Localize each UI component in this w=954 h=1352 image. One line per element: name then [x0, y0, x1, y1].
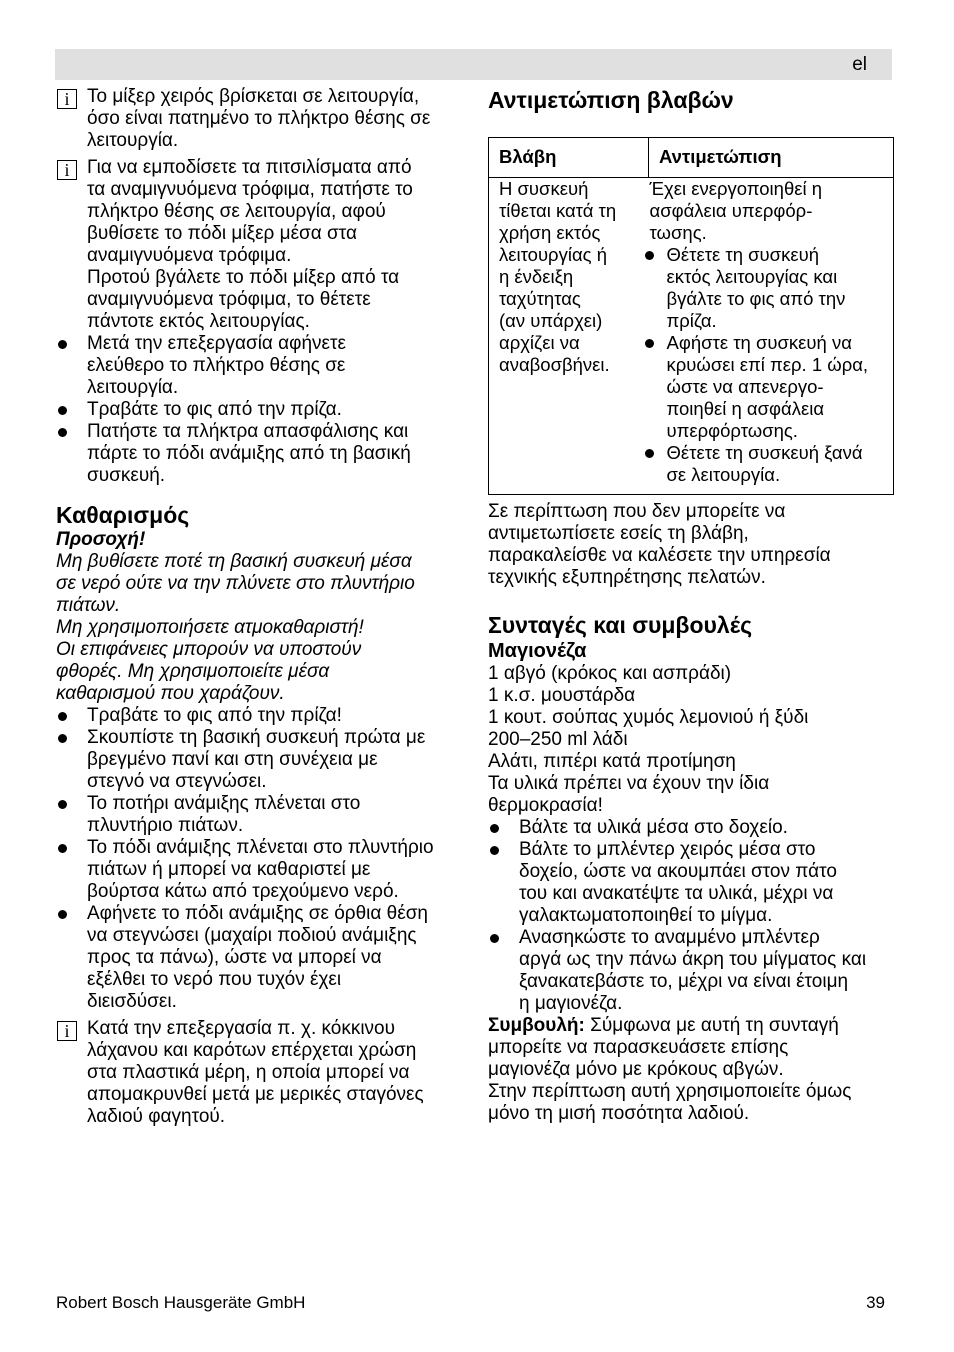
bullet-list: [56, 333, 460, 487]
bullet-list: [56, 705, 460, 1013]
steps-list: [488, 817, 898, 1015]
remedy-intro: Έχει ενεργοποιηθεί η ασφάλεια υπερφόρ- τωσης.: [649, 178, 823, 243]
info-text: Για να εμποδίσετε τα πιτσιλίσματα από τα αναμιγνυόμενα τρόφιμα, πατήστε το πλήκτρο θέσης σε λειτουργία, αφού βυθίσετε το πόδι μίξερ μέσα στα αναμιγνυόμενα τρόφιμα. Προτού βγάλετε το πόδι μίξερ από τα αναμιγνυόμενα τρόφιμα, το θέτετε πάντοτε εκτός λειτουργίας.: [87, 157, 413, 332]
section-title-recipes: Συνταγές και συμβουλές: [488, 612, 753, 638]
fault-cell: Η συσκευή τίθεται κατά τη χρήση εκτός λειτουργίας ή η ένδειξη ταχύτητας (αν υπάρχει) αρχίζει να αναβοσβήνει.: [489, 178, 649, 495]
info-note: [56, 157, 460, 333]
list-item: Βάλτε τα υλικά μέσα στο δοχείο.: [488, 817, 898, 839]
caution-label: Προσοχή!: [56, 529, 146, 550]
troubleshooting-table: [488, 137, 894, 495]
header-bar: [55, 49, 892, 80]
list-item: Το ποτήρι ανάμιξης πλένεται στο πλυντήριο πιάτων.: [56, 793, 460, 837]
caution-text: Μη βυθίσετε ποτέ τη βασική συσκευή μέσα σε νερό ούτε να την πλύνετε στο πλυντήριο πιάτων. Μη χρησιμοποιήσετε ατμοκαθαριστή! Οι επιφάνειες μπορούν να υποστούν φθορές. Μη χρησιμοποιείτε μέσα καθαρισμού που χαράζουν.: [56, 551, 415, 704]
list-item: Μετά την επεξεργασία αφήνετε ελεύθερο το πλήκτρο θέσης σε λειτουργία.: [56, 333, 460, 399]
list-item: Τραβάτε το φις από την πρίζα!: [56, 705, 460, 727]
tip-text: Σύμφωνα με αυτή τη συνταγή μπορείτε να παρασκευάσετε επίσης μαγιονέζα μόνο με κρόκους αβγών. Στην περίπτωση αυτή χρησιμοποιείτε όμως μόνο τη μισή ποσότητα λαδιού.: [488, 1015, 852, 1124]
remedy-list: [650, 244, 888, 486]
list-item: Βάλτε το μπλέντερ χειρός μέσα στο δοχείο, ώστε να ακουμπάει στον πάτο του και ανακατέψτε τα υλικά, μέχρι να γαλακτωματοποιηθεί το μίγμα.: [488, 839, 898, 927]
info-text: Κατά την επεξεργασία π. χ. κόκκινου λάχανου και καρότων επέρχεται χρώση στα πλαστικά μέρη, η οποία μπορεί να απομακρυνθεί μετά με μερικές σταγόνες λαδιού φαγητού.: [87, 1018, 424, 1127]
table-row: [489, 178, 894, 495]
list-item: Το πόδι ανάμιξης πλένεται στο πλυντήριο πιάτων ή μπορεί να καθαριστεί με βούρτσα κάτω από τρεχούμενο νερό.: [56, 837, 460, 903]
left-column: [56, 86, 460, 1133]
list-item: Πατήστε τα πλήκτρα απασφάλισης και πάρτε το πόδι ανάμιξης από τη βασική συσκευή.: [56, 421, 460, 487]
list-item: Θέτετε τη συσκευή εκτός λειτουργίας και βγάλτε το φις από την πρίζα.: [650, 244, 888, 332]
tip-label: Συμβουλή:: [488, 1015, 585, 1036]
right-column: [488, 86, 898, 1125]
info-note: [56, 86, 460, 152]
language-code: el: [852, 54, 867, 75]
column-header-fault: Βλάβη: [489, 138, 649, 178]
list-item: Ανασηκώστε το αναμμένο μπλέντερ αργά ως την πάνω άκρη του μίγματος και ξανακατεβάστε το, μέχρι να είναι έτοιμη η μαγιονέζα.: [488, 927, 898, 1015]
recipe-title: Μαγιονέζα: [488, 640, 587, 662]
list-item: Αφήνετε το πόδι ανάμιξης σε όρθια θέση να στεγνώσει (μαχαίρι ποδιού ανάμιξης προς τα πάνω), ώστε να μπορεί να εξέλθει το νερό που τυχόν έχει διεισδύσει.: [56, 903, 460, 1013]
tip: [488, 1015, 898, 1125]
remedy-cell: [649, 178, 894, 495]
info-icon: i: [57, 89, 77, 109]
section-title-cleaning: Καθαρισμός: [56, 502, 190, 528]
list-item: Τραβάτε το φις από την πρίζα.: [56, 399, 460, 421]
info-text: Το μίξερ χειρός βρίσκεται σε λειτουργία, όσο είναι πατημένο το πλήκτρο θέσης σε λειτουργία.: [87, 86, 431, 151]
service-text: Σε περίπτωση που δεν μπορείτε να αντιμετωπίσετε εσείς τη βλάβη, παρακαλείσθε να καλέσετε την υπηρεσία τεχνικής εξυπηρέτησης πελατών.: [488, 501, 831, 588]
section-title-troubleshooting: Αντιμετώπιση βλαβών: [488, 87, 734, 113]
info-icon: i: [57, 160, 77, 180]
page-number: 39: [866, 1293, 885, 1312]
table-header-row: [489, 138, 894, 178]
list-item: Σκουπίστε τη βασική συσκευή πρώτα με βρεγμένο πανί και στη συνέχεια με στεγνό να στεγνώσει.: [56, 727, 460, 793]
column-header-remedy: Αντιμετώπιση: [649, 138, 894, 178]
info-icon: i: [57, 1021, 77, 1041]
list-item: Θέτετε τη συσκευή ξανά σε λειτουργία.: [650, 442, 888, 486]
ingredients: 1 αβγό (κρόκος και ασπράδι) 1 κ.σ. μουστάρδα 1 κουτ. σούπας χυμός λεμονιού ή ξύδι 200–250 ml λάδι Αλάτι, πιπέρι κατά προτίμηση Τα υλικά πρέπει να έχουν την ίδια θερμοκρασία!: [488, 663, 809, 816]
list-item: Αφήστε τη συσκευή να κρυώσει επί περ. 1 ώρα, ώστε να απενεργο- ποιηθεί η ασφάλεια υπερφόρτωσης.: [650, 332, 888, 442]
footer-company: Robert Bosch Hausgeräte GmbH: [56, 1293, 306, 1312]
info-note: [56, 1018, 460, 1128]
